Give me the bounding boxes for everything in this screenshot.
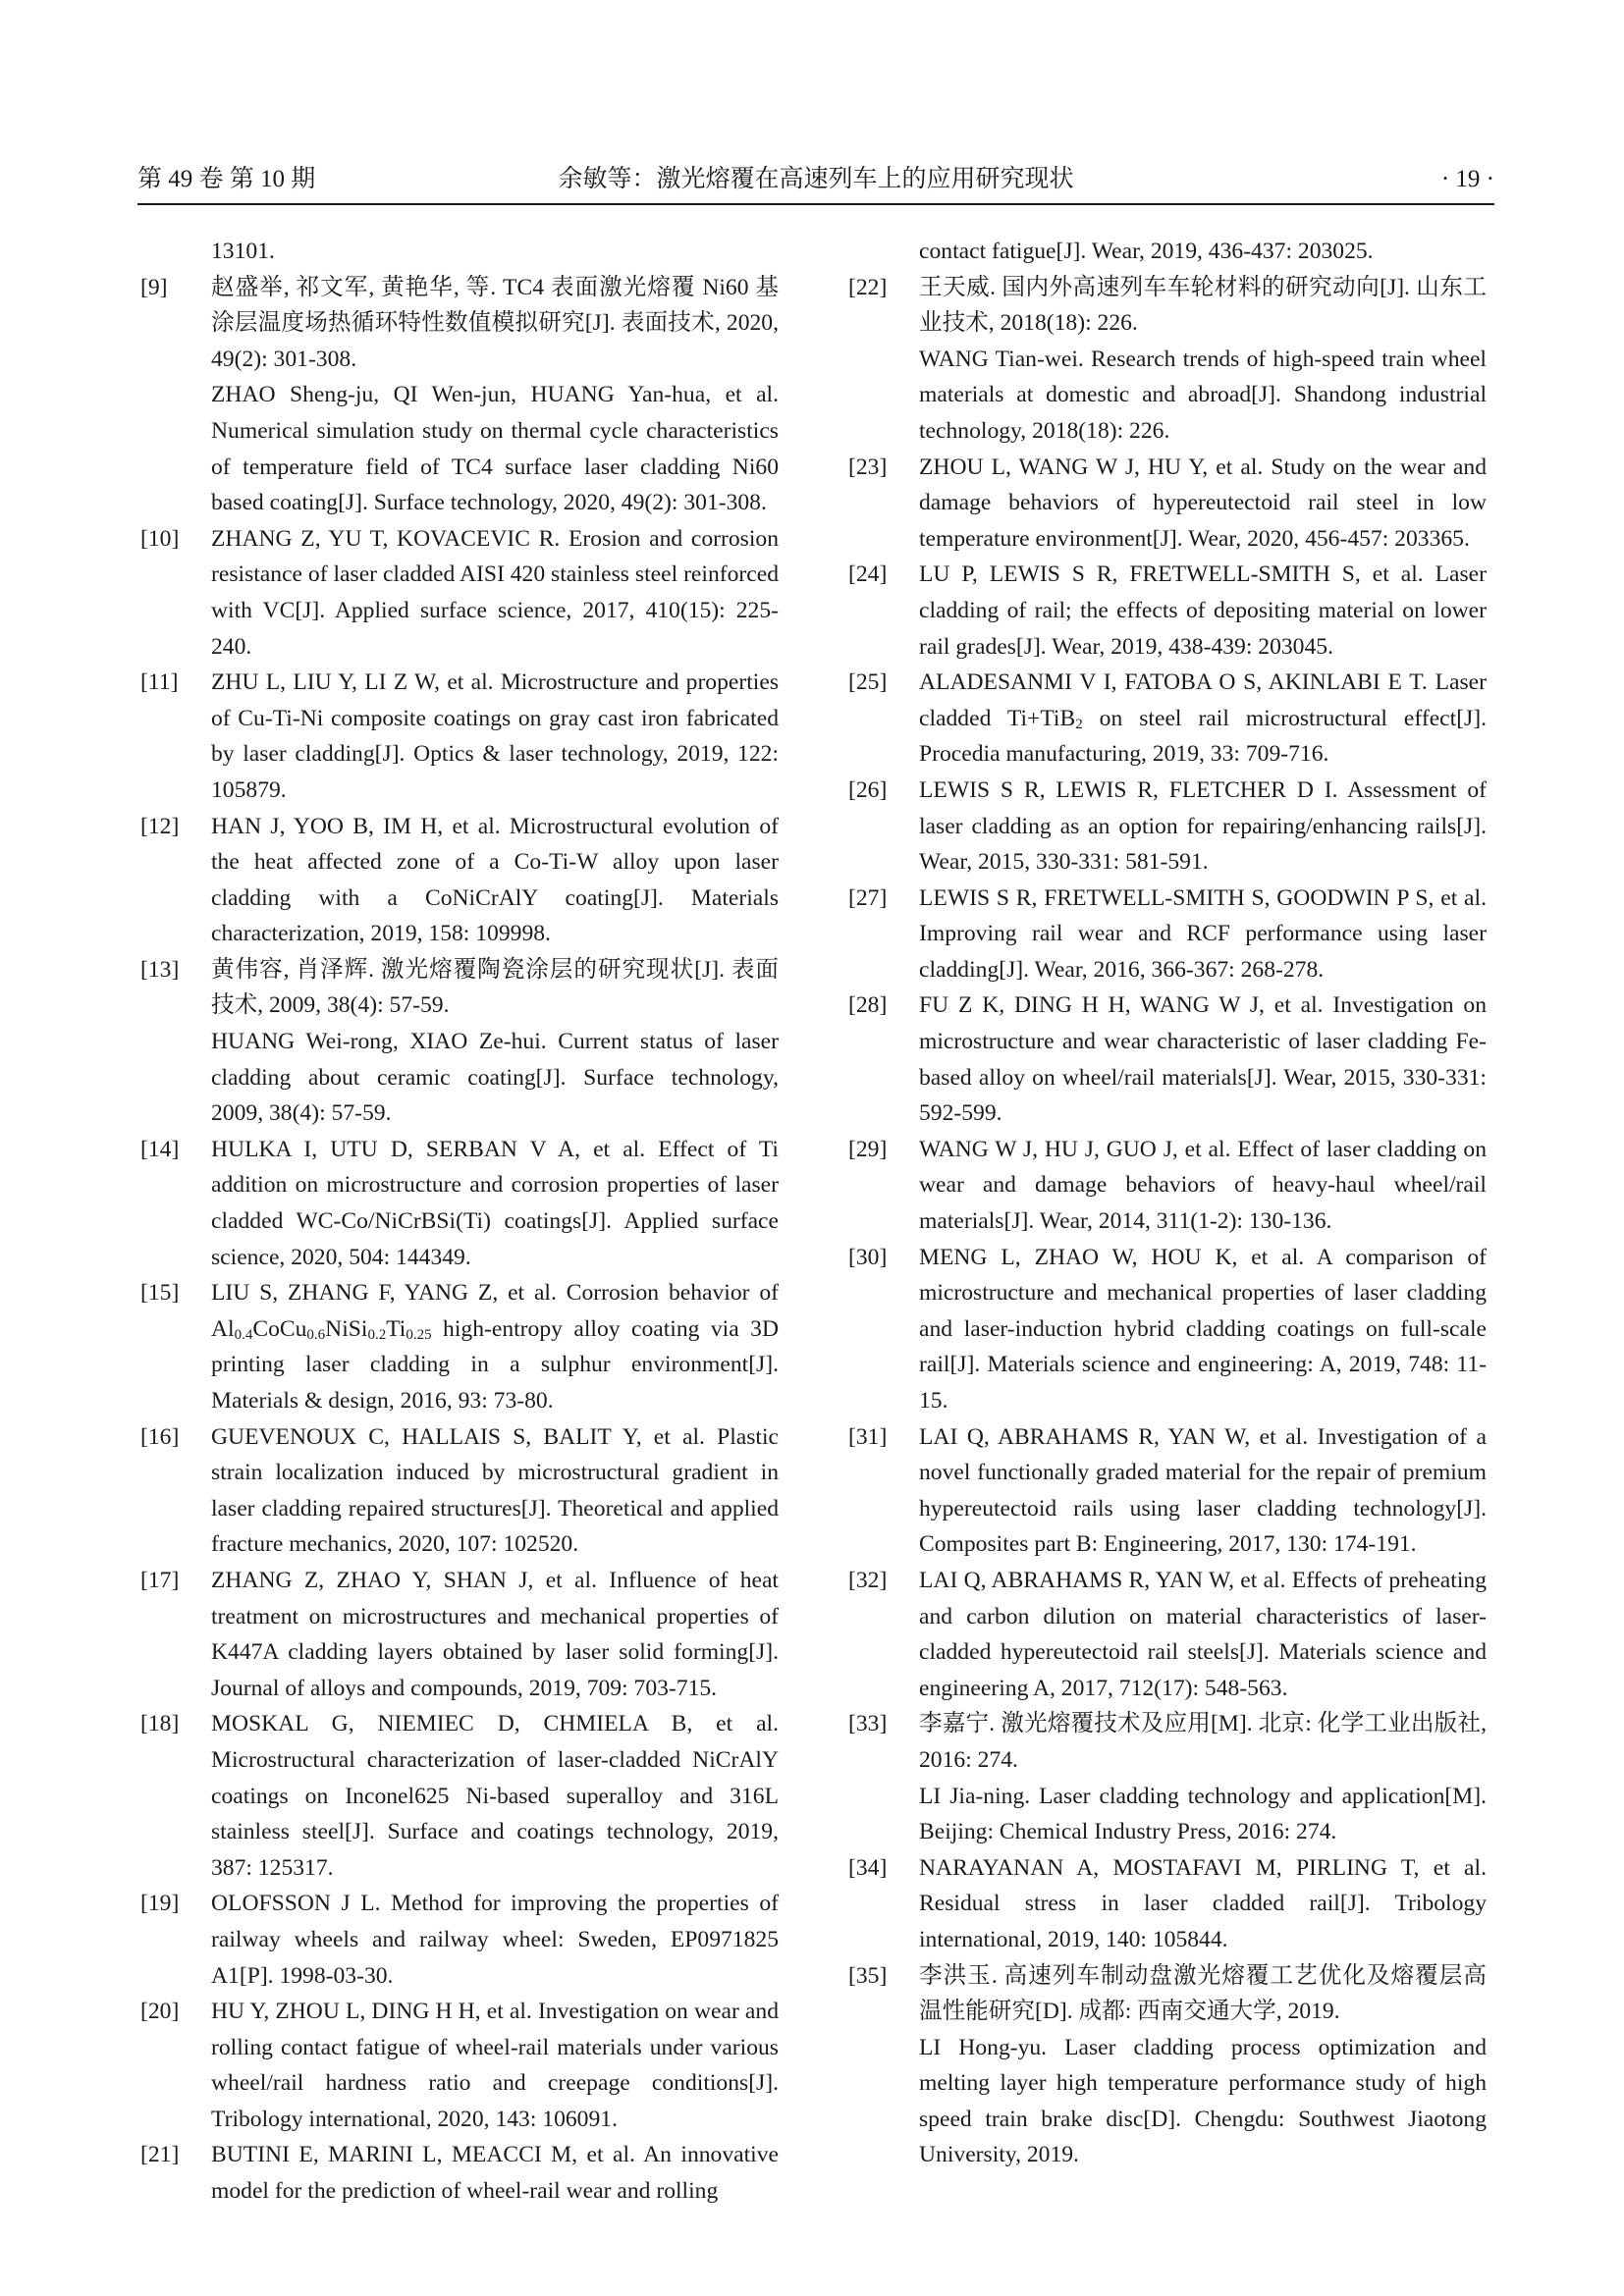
reference-number: [18] xyxy=(140,1711,180,1737)
reference-number: [11] xyxy=(140,669,179,696)
reference-number: [22] xyxy=(848,274,888,300)
reference-item xyxy=(140,1994,779,2137)
reference-text: WANG W J, HU J, GUO J, et al. Effect of laser cladding on wear and damage behaviors of heavy-haul wheel/rail materials[J]. Wear, 2014, 311(1-2): 130-136. xyxy=(919,1136,1487,1235)
formula-element: Ti xyxy=(386,1315,406,1342)
reference-number: [10] xyxy=(140,525,180,552)
reference-number: [28] xyxy=(848,992,888,1019)
reference-text xyxy=(211,1275,779,1418)
reference-item xyxy=(140,521,779,665)
reference-text: ZHOU L, WANG W J, HU Y, et al. Study on the wear and damage behaviors of hypereutectoid rail steel in low temperature environment[J]. Wear, 2020, 456-457: 203365. xyxy=(919,454,1487,552)
reference-item xyxy=(848,1958,1487,2174)
reference-number: [29] xyxy=(848,1136,888,1162)
formula-element: CoCu xyxy=(252,1315,307,1342)
reference-number: [9] xyxy=(140,274,168,300)
reference-text: ZHANG Z, YU T, KOVACEVIC R. Erosion and corrosion resistance of laser cladded AISI 420 stainless steel reinforced with VC[J]. Applied surface science, 2017, 410(15): 225-240. xyxy=(211,525,779,660)
reference-item xyxy=(848,665,1487,773)
reference-number: [17] xyxy=(140,1567,180,1593)
reference-text: MOSKAL G, NIEMIEC D, CHMIELA B, et al. Microstructural characterization of laser-cladded NiCrAlY coatings on Inconel625 Ni-based superalloy and 316L stainless steel[J]. Surface and coatings technology, 2019, 387: 125317. xyxy=(211,1711,779,1881)
reference-text: BUTINI E, MARINI L, MEACCI M, et al. An innovative model for the prediction of wheel-rail wear and rolling xyxy=(211,2142,779,2205)
reference-item xyxy=(140,665,779,808)
reference-number: [20] xyxy=(140,1999,180,2025)
reference-number: [16] xyxy=(140,1423,180,1450)
reference-text: contact fatigue[J]. Wear, 2019, 436-437: 203025. xyxy=(919,239,1374,264)
running-title: 余敏等：激光熔覆在高速列车上的应用研究现状 xyxy=(558,166,1074,192)
reference-item xyxy=(848,270,1487,450)
reference-continuation xyxy=(848,234,1487,270)
reference-translation: WANG Tian-wei. Research trends of high-speed train wheel materials at domestic and abroad[J]. Shandong industrial technology, 2018(18): 226. xyxy=(919,346,1487,444)
page-number: · 19 · xyxy=(1440,166,1494,192)
reference-item xyxy=(848,450,1487,558)
reference-item xyxy=(140,1419,779,1563)
reference-text: 李嘉宁. 激光熔覆技术及应用[M]. 北京: 化学工业出版社, 2016: 274. xyxy=(919,1711,1487,1773)
reference-text: HU Y, ZHOU L, DING H H, et al. Investigation on wear and rolling contact fatigue of wheel-rail materials under various wheel/rail hardness ratio and creepage conditions[J]. Tribology international, 2020, 143: 106091. xyxy=(211,1999,779,2132)
reference-text: 李洪玉. 高速列车制动盘激光熔覆工艺优化及熔覆层高温性能研究[D]. 成都: 西南交通大学, 2019. xyxy=(919,1962,1487,2025)
reference-text: GUEVENOUX C, HALLAIS S, BALIT Y, et al. Plastic strain localization induced by microstructural gradient in laser cladding repaired structures[J]. Theoretical and applied fracture mechanics, 2020, 107: 102520. xyxy=(211,1423,779,1558)
reference-text: LEWIS S R, LEWIS R, FLETCHER D I. Assessment of laser cladding as an option for repairing/enhancing rails[J]. Wear, 2015, 330-331: 581-591. xyxy=(919,776,1487,876)
reference-number: [34] xyxy=(848,1854,888,1881)
running-header xyxy=(137,157,1494,202)
reference-number: [26] xyxy=(848,776,888,803)
reference-text: 13101. xyxy=(211,239,275,264)
reference-text: 黄伟容, 肖泽辉. 激光熔覆陶瓷涂层的研究现状[J]. 表面技术, 2009, 38(4): 57-59. xyxy=(211,956,779,1019)
reference-translation: LI Jia-ning. Laser cladding technology and application[M]. Beijing: Chemical Industry Press, 2016: 274. xyxy=(919,1783,1487,1845)
reference-number: [19] xyxy=(140,1891,180,1917)
reference-translation: LI Hong-yu. Laser cladding process optimization and melting layer high temperature performance study of high speed train brake disc[D]. Chengdu: Southwest Jiaotong University, 2019. xyxy=(919,2034,1487,2168)
reference-number: [24] xyxy=(848,561,888,588)
reference-text: NARAYANAN A, MOSTAFAVI M, PIRLING T, et al. Residual stress in laser cladded rail[J]. Tribology international, 2019, 140: 105844. xyxy=(919,1854,1487,1952)
reference-column-right xyxy=(848,234,1487,2173)
reference-number: [31] xyxy=(848,1423,888,1450)
reference-text-part: ALADESANMI V I, FATOBA O S, AKINLABI E T. Laser cladded Ti+TiB xyxy=(919,669,1487,731)
reference-item xyxy=(848,1419,1487,1563)
reference-text: 王天威. 国内外高速列车车轮材料的研究动向[J]. 山东工业技术, 2018(18): 226. xyxy=(919,274,1487,337)
reference-number: [12] xyxy=(140,813,180,839)
reference-number: [14] xyxy=(140,1136,180,1162)
reference-item xyxy=(140,1275,779,1418)
reference-item xyxy=(848,881,1487,988)
formula-element: NiSi xyxy=(325,1315,368,1342)
reference-translation: HUANG Wei-rong, XIAO Ze-hui. Current status of laser cladding about ceramic coating[J]. Surface technology, 2009, 38(4): 57-59. xyxy=(211,1029,779,1127)
reference-text: OLOFSSON J L. Method for improving the properties of railway wheels and railway wheel: Sweden, EP0971825 A1[P]. 1998-03-30. xyxy=(211,1891,779,1989)
reference-translation: ZHAO Sheng-ju, QI Wen-jun, HUANG Yan-hua, et al. Numerical simulation study on thermal cycle characteristics of temperature field of TC4 surface laser cladding Ni60 based coating[J]. Surface technology, 2020, 49(2): 301-308. xyxy=(211,382,779,516)
reference-number: [23] xyxy=(848,454,888,480)
reference-continuation xyxy=(140,234,779,270)
reference-item xyxy=(848,988,1487,1131)
reference-text: LEWIS S R, FRETWELL-SMITH S, GOODWIN P S, et al. Improving rail wear and RCF performance using laser cladding[J]. Wear, 2016, 366-367: 268-278. xyxy=(919,884,1487,983)
reference-item xyxy=(140,1132,779,1275)
reference-text: LU P, LEWIS S R, FRETWELL-SMITH S, et al. Laser cladding of rail; the effects of depositing material on lower rail grades[J]. Wear, 2019, 438-439: 203045. xyxy=(919,561,1487,660)
reference-item xyxy=(140,809,779,952)
formula-element: Al xyxy=(211,1315,235,1342)
journal-volume-issue: 第 49 卷 第 10 期 xyxy=(137,166,316,192)
reference-text: HULKA I, UTU D, SERBAN V A, et al. Effect of Ti addition on microstructure and corrosion properties of laser cladded WC-Co/NiCrBSi(Ti) coatings[J]. Applied surface science, 2020, 504: 144349. xyxy=(211,1136,779,1270)
reference-number: [13] xyxy=(140,956,180,983)
reference-item xyxy=(848,1563,1487,1706)
reference-item xyxy=(140,1706,779,1886)
reference-item xyxy=(848,1850,1487,1958)
reference-number: [32] xyxy=(848,1567,888,1593)
reference-item xyxy=(848,557,1487,665)
header-rule xyxy=(137,203,1494,205)
reference-text: MENG L, ZHAO W, HOU K, et al. A comparison of microstructure and mechanical properties of laser cladding and laser-induction hybrid cladding coatings on full-scale rail[J]. Materials science and engineering: A, 2019, 748: 11-15. xyxy=(919,1244,1487,1414)
reference-number: [27] xyxy=(848,884,888,911)
formula-subscript: 0.25 xyxy=(406,1326,432,1343)
reference-number: [30] xyxy=(848,1244,888,1270)
reference-number: [35] xyxy=(848,1962,888,1989)
reference-item xyxy=(848,773,1487,881)
reference-number: [25] xyxy=(848,669,888,696)
reference-item xyxy=(848,1132,1487,1240)
reference-text: LAI Q, ABRAHAMS R, YAN W, et al. Effects of preheating and carbon dilution on material characteristics of laser-cladded hypereutectoid rail steels[J]. Materials science and engineering A, 2017, 712(17): 548-563. xyxy=(919,1567,1487,1701)
reference-text: FU Z K, DING H H, WANG W J, et al. Investigation on microstructure and wear characteristic of laser cladding Fe-based alloy on wheel/rail materials[J]. Wear, 2015, 330-331: 592-599. xyxy=(919,992,1487,1127)
formula-subscript: 0.6 xyxy=(306,1326,326,1343)
reference-number: [33] xyxy=(848,1711,888,1737)
reference-item xyxy=(848,1706,1487,1849)
alloy-formula xyxy=(211,1316,432,1342)
formula-subscript: 2 xyxy=(1075,716,1083,732)
reference-column-left xyxy=(140,234,779,2210)
reference-text: ZHANG Z, ZHAO Y, SHAN J, et al. Influence of heat treatment on microstructures and mechanical properties of K447A cladding layers obtained by laser solid forming[J]. Journal of alloys and compounds, 2019, 709: 703-715. xyxy=(211,1567,779,1701)
reference-number: [21] xyxy=(140,2142,180,2168)
reference-text: HAN J, YOO B, IM H, et al. Microstructural evolution of the heat affected zone of a Co-Ti-W alloy upon laser cladding with a CoNiCrAlY coating[J]. Materials characterization, 2019, 158: 109998. xyxy=(211,813,779,947)
reference-text: LAI Q, ABRAHAMS R, YAN W, et al. Investigation of a novel functionally graded material for the repair of premium hypereutectoid rails using laser cladding technology[J]. Composites part B: Engineering, 2017, 130: 174-191. xyxy=(919,1423,1487,1558)
reference-item xyxy=(140,1563,779,1706)
reference-item xyxy=(848,1240,1487,1419)
reference-number: [15] xyxy=(140,1280,180,1307)
reference-text xyxy=(919,665,1487,773)
formula-subscript: 0.2 xyxy=(367,1326,387,1343)
reference-item xyxy=(140,2137,779,2209)
reference-item xyxy=(140,952,779,1132)
formula-subscript: 0.4 xyxy=(234,1326,253,1343)
reference-text-part: on steel rail microstructural effect[J]. Procedia manufacturing, 2019, 33: 709-716. xyxy=(919,705,1487,768)
reference-text-part: high-entropy alloy coating via 3D printing laser cladding in a sulphur environment[J]. Materials & design, 2016, 93: 73-80. xyxy=(211,1315,779,1414)
reference-text-part: LIU S, ZHANG F, YANG Z, et al. Corrosion behavior of xyxy=(211,1280,779,1307)
reference-item xyxy=(140,1886,779,1994)
reference-text: 赵盛举, 祁文军, 黄艳华, 等. TC4 表面激光熔覆 Ni60 基涂层温度场热循环特性数值模拟研究[J]. 表面技术, 2020, 49(2): 301-308. xyxy=(211,274,779,372)
reference-text: ZHU L, LIU Y, LI Z W, et al. Microstructure and properties of Cu-Ti-Ni composite coatings on gray cast iron fabricated by laser cladding[J]. Optics & laser technology, 2019, 122: 105879. xyxy=(211,669,779,803)
reference-item xyxy=(140,270,779,521)
